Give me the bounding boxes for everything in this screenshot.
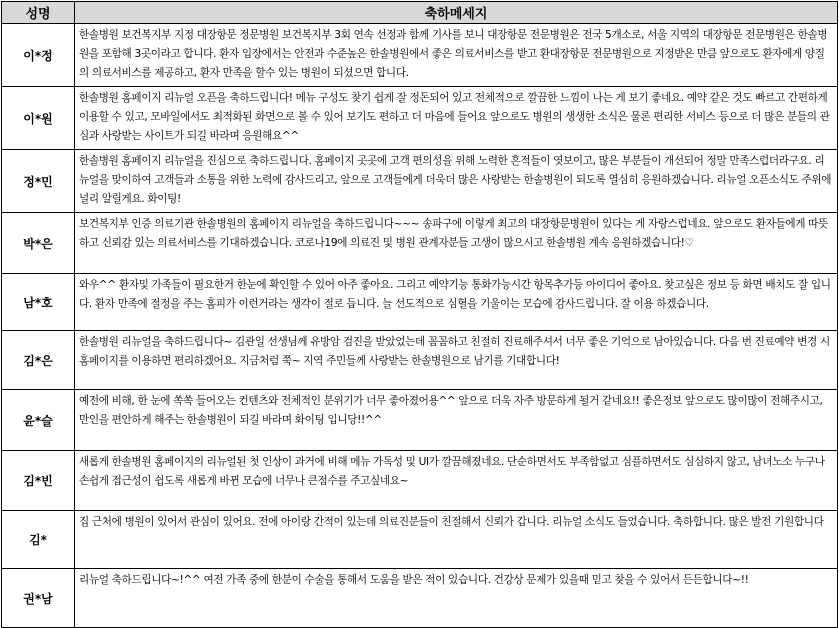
- table-row: [2, 451, 838, 511]
- table-row: [2, 569, 838, 628]
- row-message: 한솔병원 리뉴얼을 축하드립니다~ 김관일 선생님께 유방암 검진을 받았었는데 꼼꼼하고 친절히 진료해주셔서 너무 좋은 기억으로 남아있습니다. 다음 번 진료예약 변경 시 홈페이지를 이용하면 편리하겠어요. 지금처럼 쭉~ 지역 주민들께 사랑받는 한솔병원으로 남기를 기대합니다!: [75, 331, 838, 390]
- row-message: 보건복지부 인증 의료기관 한솔병원의 홈페이지 리뉴얼을 축하드립니다~~~ 송파구에 이렇게 최고의 대장항문병원이 있다는 게 자랑스럽네요. 앞으로도 환자들에게 따뜻하고 신뢰감 있는 의료서비스를 기대하겠습니다. 코로나19에 의료진 및 병원 관계자분들 고생이 많으시고 한솔병원 계속 응원하겠습니다!♡: [75, 213, 838, 274]
- row-message: 한솔병원 홈페이지 리뉴얼 오픈을 축하드립니다! 메뉴 구성도 찾기 쉽게 잘 정돈되어 있고 전체적으로 깔끔한 느낌이 나는 게 보기 좋네요. 예약 같은 것도 빠르고 간편하게 이용할 수 있고, 모바일에서도 최적화된 화면으로 볼 수 있어 보기도 편하고 더 마음에 들어요 앞으로도 병원의 생생한 소식은 물론 편리한 서비스 등으로 더 많은 분들의 관심과 사랑받는 사이트가 되길 바라며 응원해요^^: [75, 87, 838, 150]
- row-name: 김*은: [2, 331, 75, 390]
- congratulation-table: [1, 1, 838, 628]
- row-name: 정*민: [2, 150, 75, 213]
- row-name: 남*호: [2, 274, 75, 331]
- row-name: 박*은: [2, 213, 75, 274]
- row-name: 이*정: [2, 24, 75, 87]
- table-row: [2, 511, 838, 569]
- row-message: 집 근처에 병원이 있어서 관심이 있어요. 전에 아이랑 간적이 있는데 의료진분들이 친절해서 신뢰가 갑니다. 리뉴얼 소식도 들었습니다. 축하합니다. 많은 발전 기원합니다: [75, 511, 838, 569]
- row-name: 권*남: [2, 569, 75, 628]
- row-message: 리뉴얼 축하드립니다~!^^ 여전 가족 중에 한분이 수술을 통해서 도움을 받은 적이 있습니다. 건강상 문제가 있을때 믿고 찾을 수 있어서 든든합니다~!!: [75, 569, 838, 628]
- row-message: 새롭게 한솔병원 홈페이지의 리뉴얼된 첫 인상이 과거에 비해 메뉴 가독성 및 UI가 깔끔해졌네요. 단순하면서도 부족함없고 심플하면서도 심심하지 않고, 남녀노소 누구나 손쉽게 접근성이 쉽도록 새롭게 바뀐 모습에 너무나 큰점수를 주고싶네요~: [75, 451, 838, 511]
- header-name: 성명: [2, 2, 75, 24]
- table-row: [2, 213, 838, 274]
- table-row: [2, 274, 838, 331]
- header-message: 축하메세지: [75, 2, 838, 24]
- table-row: [2, 331, 838, 390]
- table-row: [2, 24, 838, 87]
- row-message: 한솔병원 홈페이지 리뉴얼을 진심으로 축하드립니다. 홈페이지 곳곳에 고객 편의성을 위해 노력한 흔적들이 엿보이고, 많은 부분들이 개선되어 정말 만족스럽더라구요. 리뉴얼을 맞이하여 고객들과 소통을 위한 노력에 감사드리고, 앞으로 고객들에게 더욱더 많은 사랑받는 한솔병원이 되도록 열심히 응원하겠습니다. 리뉴얼 오픈소식도 주위에 널리 알릴게요. 화이팅!: [75, 150, 838, 213]
- row-message: 예전에 비해, 한 눈에 쏙쏙 들어오는 컨텐츠와 전체적인 분위기가 너무 좋아졌어용^^ 앞으로 더욱 자주 방문하게 될거 같네요!! 좋은정보 앞으로도 많이많이 전해주시고, 만인을 편안하게 해주는 한솔병원이 되길 바라며 화이팅 입니당!!^^: [75, 390, 838, 451]
- row-message: 와우^^ 환자및 가족들이 필요한거 한눈에 확인할 수 있어 아주 좋아요. 그리고 예약기능 통화가능시간 항목추가등 아이디어 좋아요. 찾고싶은 정보 등 화면 배치도 잘 입니다. 환자 만족에 절정을 주는 홈피가 이런거라는 생각이 절로 듭니다. 늘 선도적으로 심혈을 기울이는 모습에 감사드립니다. 잘 이용 하겠습니다.: [75, 274, 838, 331]
- table-row: [2, 390, 838, 451]
- table-row: [2, 87, 838, 150]
- row-name: 김*: [2, 511, 75, 569]
- row-name: 김*빈: [2, 451, 75, 511]
- table-row: [2, 150, 838, 213]
- row-name: 이*원: [2, 87, 75, 150]
- row-message: 한솔병원 보건복지부 지정 대장항문 정문병원 보건복지부 3회 연속 선정과 함께 기사를 보니 대장항문 전문병원은 전국 5개소로, 서울 지역의 대장항문 전문병원은 한솔병원을 포함해 3곳이라고 합니다. 환자 입장에서는 안전과 수준높은 한솔병원에서 좋은 의료서비스를 받고 환대장항문 전문병원으로 지정받은 만큼 앞으로도 환자에게 양질의 의료서비스를 제공하고, 환자 만족을 할수 있는 병원이 되셨으면 합니다.: [75, 24, 838, 87]
- header-row: [2, 2, 838, 24]
- row-name: 윤*슬: [2, 390, 75, 451]
